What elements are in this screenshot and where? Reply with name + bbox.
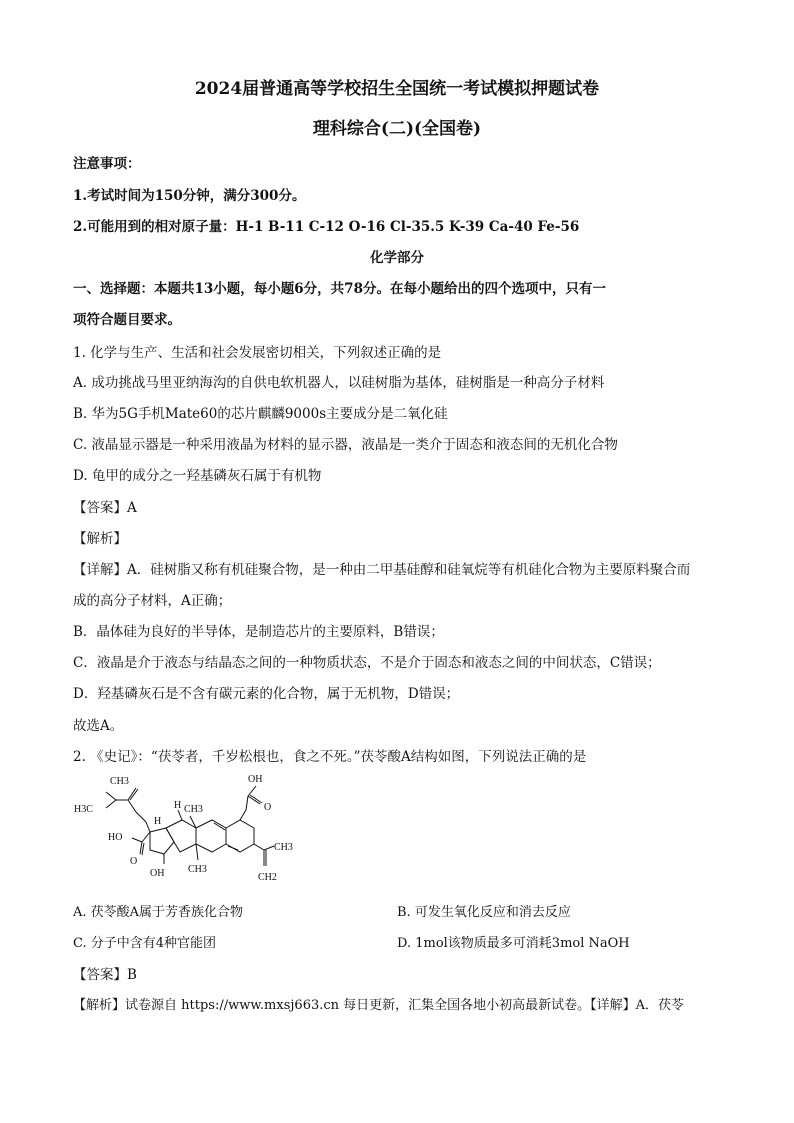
exam-title: 2024届普通高等学校招生全国统一考试模拟押题试卷 <box>194 79 600 99</box>
section-title: 化学部分 <box>370 250 424 266</box>
molecule-structure-diagram <box>70 768 300 888</box>
q1-answer: 【答案】A <box>73 500 137 516</box>
label-o-right: O <box>264 802 272 813</box>
label-h-2: H <box>174 800 182 811</box>
notes-heading: 注意事项： <box>73 156 141 172</box>
q2-analysis: 【解析】试卷源自 https://www.mxsj663.cn 每日更新，汇集全国各地小初高最新试卷。【详解】A．茯苓 <box>73 998 685 1013</box>
q1-detail-4: C．液晶是介于液态与结晶态之间的一种物质状态，不是介于固态和液态之间的中间状态，C错误； <box>73 655 661 671</box>
label-oh-top: OH <box>248 774 263 785</box>
label-oh-bottom: OH <box>150 868 165 879</box>
q2-stem: 2. 《史记》：“茯苓者，千岁松根也，食之不死。”茯苓酸A结构如图，下列说法正确的是 <box>73 749 587 765</box>
section-instruction-2: 项符合题目要求。 <box>73 312 181 328</box>
label-ch3-right: CH3 <box>274 842 293 853</box>
notes-item-1: 1.考试时间为150分钟，满分300分。 <box>73 188 306 204</box>
q1-detail-1: 【详解】A．硅树脂又称有机硅聚合物，是一种由二甲基硅醇和硅氧烷等有机硅化合物为主要原料聚合而 <box>73 562 691 578</box>
q1-option-b: B. 华为5G手机Mate60的芯片麒麟9000s主要成分是二氧化硅 <box>73 406 448 422</box>
q2-answer: 【答案】B <box>73 967 137 983</box>
label-o-left: O <box>130 856 138 867</box>
label-ch2-right: CH2 <box>258 872 277 883</box>
q1-option-d: D. 龟甲的成分之一羟基磷灰石属于有机物 <box>73 468 322 484</box>
structure-figure <box>70 768 300 888</box>
label-h3c-left: H3C <box>74 804 93 815</box>
label-ho-left: HO <box>108 832 123 843</box>
label-ch3-top: CH3 <box>110 776 129 787</box>
q1-stem: 1. 化学与生产、生活和社会发展密切相关，下列叙述正确的是 <box>73 345 442 361</box>
label-ch3-bottom: CH3 <box>188 864 207 875</box>
q1-option-a: A. 成功挑战马里亚纳海沟的自供电软机器人，以硅树脂为基体，硅树脂是一种高分子材料 <box>73 375 605 391</box>
q1-detail-3: B．晶体硅为良好的半导体，是制造芯片的主要原料，B错误； <box>73 624 444 640</box>
q2-option-b: B. 可发生氧化反应和消去反应 <box>397 905 571 920</box>
q1-analysis: 【解析】 <box>73 531 127 547</box>
q2-option-a: A. 茯苓酸A属于芳香族化合物 <box>73 905 244 920</box>
label-ch3-mid: CH3 <box>184 804 203 815</box>
exam-subtitle: 理科综合(二)(全国卷) <box>312 119 482 139</box>
q1-detail-2: 成的高分子材料，A正确； <box>73 593 232 609</box>
section-instruction-1: 一、选择题：本题共13小题，每小题6分，共78分。在每小题给出的四个选项中，只有一 <box>73 281 606 297</box>
q1-detail-5: D．羟基磷灰石是不含有碳元素的化合物，属于无机物，D错误； <box>73 686 460 702</box>
q1-conclusion: 故选A。 <box>73 718 124 734</box>
q2-option-d: D. 1mol该物质最多可消耗3mol NaOH <box>397 936 630 951</box>
notes-item-2: 2.可能用到的相对原子量：H-1 B-11 C-12 O-16 Cl-35.5 K-39 Ca-40 Fe-56 <box>73 219 580 235</box>
q2-option-c: C. 分子中含有4种官能团 <box>73 936 217 951</box>
label-h-1: H <box>154 816 162 827</box>
q1-option-c: C. 液晶显示器是一种采用液晶为材料的显示器，液晶是一类介于固态和液态间的无机化合物 <box>73 437 618 453</box>
